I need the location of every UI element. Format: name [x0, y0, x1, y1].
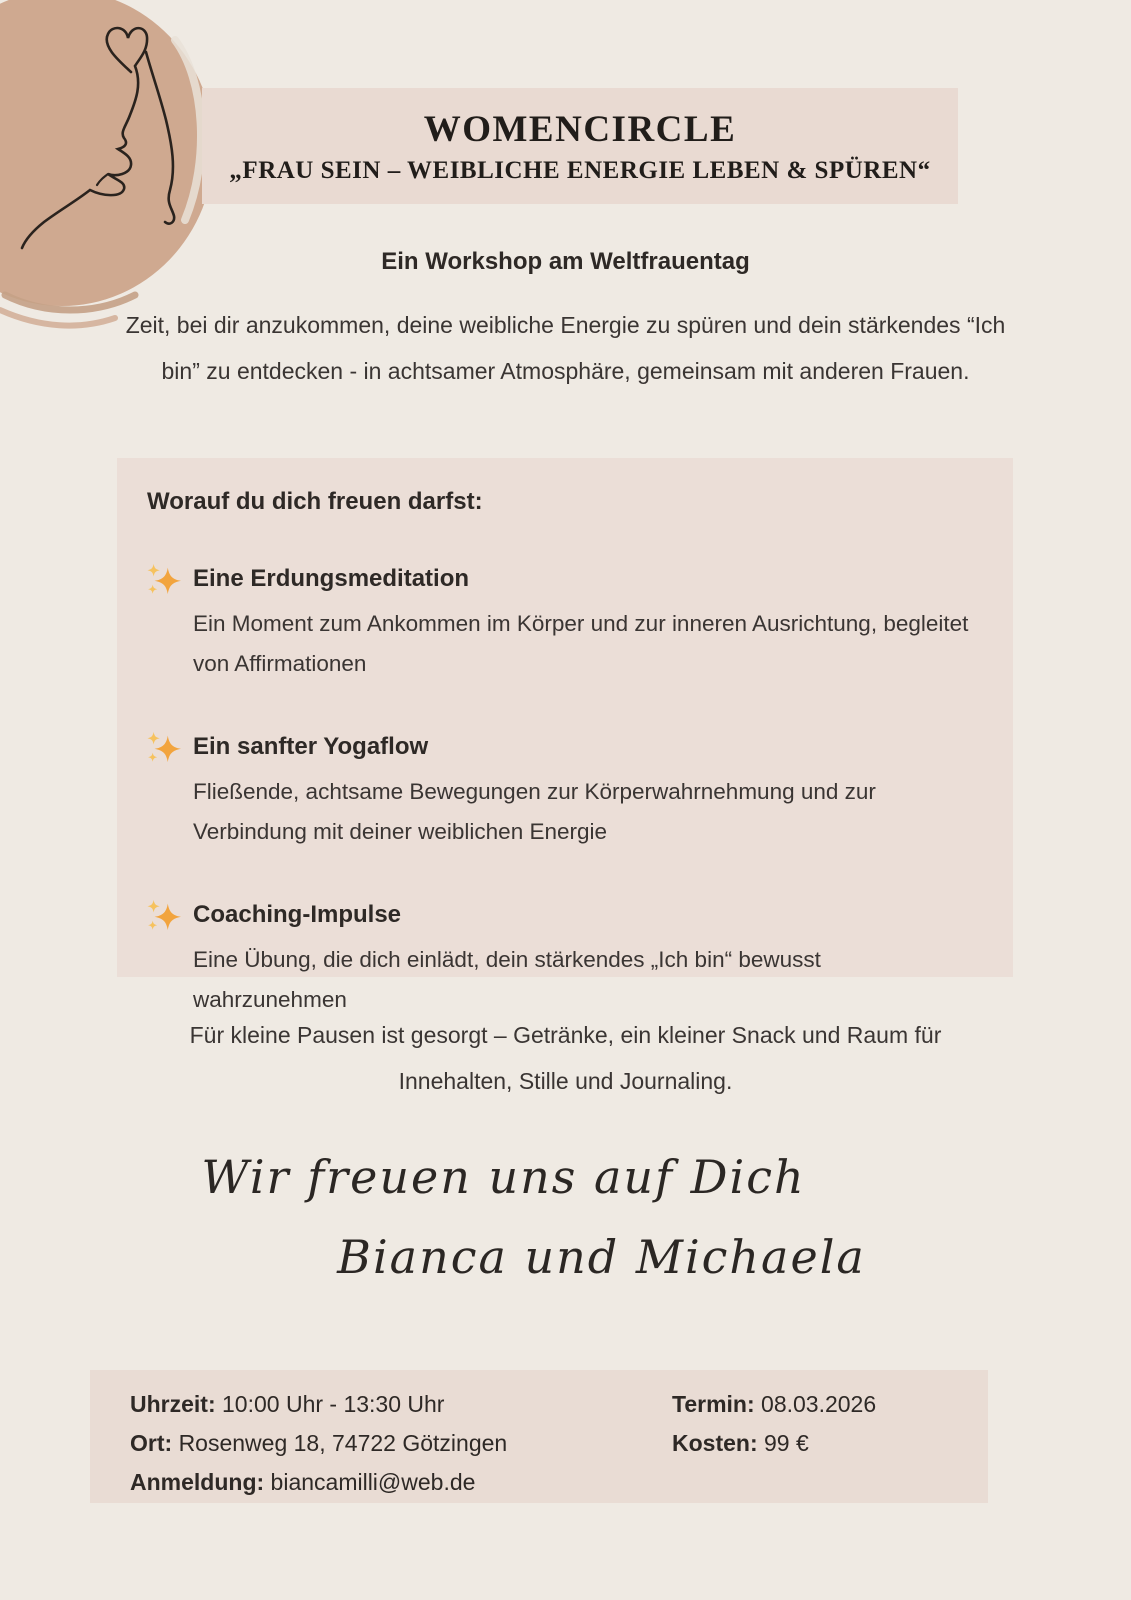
details-left-column	[130, 1385, 507, 1502]
list-item	[147, 898, 979, 1020]
intro-paragraph: Zeit, bei dir anzukommen, deine weibliche Energie zu spüren und dein stärkendes “Ich bin” zu entdecken - in achtsamer Atmosphäre, gemeinsam mit anderen Frauen.	[125, 312, 1006, 384]
list-item	[147, 730, 979, 852]
face-line-art-icon	[0, 0, 230, 335]
list-item	[147, 562, 979, 684]
detail-ort	[130, 1424, 507, 1463]
intro-heading: Ein Workshop am Weltfrauentag	[381, 248, 750, 275]
detail-value: 08.03.2026	[761, 1391, 877, 1417]
item-description: Fließende, achtsame Bewegungen zur Körperwahrnehmung und zur Verbindung mit deiner weiblichen Energie	[193, 779, 876, 844]
detail-termin	[672, 1385, 876, 1424]
signoff-greeting: Wir freuen uns auf Dich	[201, 1150, 806, 1204]
detail-anmeldung	[130, 1463, 507, 1502]
item-description: Eine Übung, die dich einlädt, dein stärkendes „Ich bin“ bewusst wahrzunehmen	[193, 947, 821, 1012]
page-title: WOMENCIRCLE	[423, 108, 737, 150]
detail-label: Kosten:	[672, 1430, 758, 1456]
pause-note: Für kleine Pausen ist gesorgt – Getränke, ein kleiner Snack und Raum für Innehalten, Stille und Journaling.	[189, 1022, 942, 1094]
detail-value: 10:00 Uhr - 13:30 Uhr	[222, 1391, 445, 1417]
highlights-box	[117, 458, 1013, 1012]
detail-label: Termin:	[672, 1391, 755, 1417]
detail-uhrzeit	[130, 1385, 507, 1424]
item-title: Ein sanfter Yogaflow	[193, 733, 429, 760]
detail-value: Rosenweg 18, 74722 Götzingen	[178, 1430, 508, 1456]
sparkles-icon	[147, 898, 181, 932]
item-title: Coaching-Impulse	[193, 901, 402, 928]
sparkles-icon	[147, 730, 181, 764]
item-title: Eine Erdungsmeditation	[193, 565, 470, 592]
header-banner	[202, 88, 958, 204]
detail-value-email: biancamilli@web.de	[270, 1469, 476, 1495]
detail-label: Ort:	[130, 1430, 173, 1456]
item-description: Ein Moment zum Ankommen im Körper und zur inneren Ausrichtung, begleitet von Affirmationen	[193, 611, 969, 676]
details-right-column	[672, 1385, 876, 1463]
detail-label: Anmeldung:	[130, 1469, 265, 1495]
detail-kosten	[672, 1424, 876, 1463]
page-subtitle: „FRAU SEIN – WEIBLICHE ENERGIE LEBEN & SPÜREN“	[229, 156, 931, 184]
signoff-names: Bianca und Michaela	[337, 1230, 866, 1284]
highlights-heading: Worauf du dich freuen darfst:	[147, 488, 483, 515]
details-box	[90, 1370, 988, 1503]
logo	[0, 0, 230, 335]
detail-value: 99 €	[764, 1430, 809, 1456]
detail-label: Uhrzeit:	[130, 1391, 216, 1417]
sparkles-icon	[147, 562, 181, 596]
